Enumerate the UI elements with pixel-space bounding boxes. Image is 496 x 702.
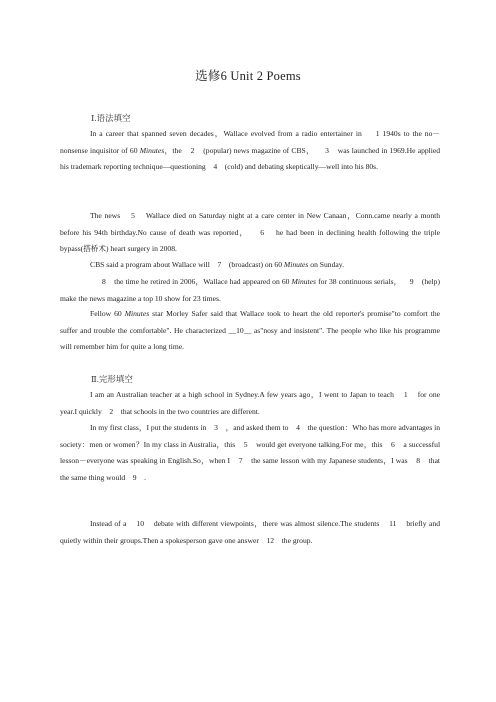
blank-number: 2 (109, 406, 114, 416)
paragraph-4: 8 the time he retired in 2006，Wallace had appeared on 60 Minutes for 38 continuous serials， 9 (help) make the news magazine a top 10 show for 23 times. (60, 277, 440, 303)
blank-number: 8 (416, 456, 421, 465)
blank-number: 5 (131, 211, 135, 220)
blank-number: 9 (132, 472, 137, 482)
page-title: 选修6 Unit 2 Poems (195, 69, 301, 83)
blank-number: 7 (238, 456, 243, 465)
blank-number: 9 (409, 277, 414, 286)
blank-number: 8 (102, 277, 106, 286)
blank-number: 10 (136, 519, 144, 528)
paragraph-1: In a career that spanned seven decades，Wallace evolved from a radio entertainer in 1 1940s to the no－nonsense inquisitor of 60 Minutes，the 2 (popular) news magazine of CBS， 3 was launched in 1969.He applied his trademark reporting technique—questioning 4 (cold) and debating skeptically—well into his 80s. (60, 129, 441, 171)
blank-number: 1 (403, 390, 408, 399)
blank-number: 3 (325, 145, 329, 155)
blank-number: 2 (190, 145, 195, 155)
blank-number: 4 (213, 162, 218, 171)
blank-number: 11 (389, 519, 397, 528)
paragraph-5: Fellow 60 Minutes star Morley Safer said that Wallace took to heart the old reporter's promise"to comfort the suffer and trouble the comfortable". He characterized __10__ as"nosy and insistent". The people who like his programme will remember him for quite a long time. (60, 309, 440, 351)
paragraph-3: CBS said a program about Wallace will 7 (broadcast) on 60 Minutes on Sunday. (90, 260, 344, 269)
paragraph-2: The news 5 Wallace died on Saturday night at a care center in New Canaan，Conn.came nearly a month before his 94th birthday.No cause of death was reported， 6 he had been in declining health following the triple bypass(搭桥术) heart surgery in 2008. (60, 211, 441, 253)
section-heading-cloze: Ⅱ.完形填空 (91, 374, 133, 384)
blank-number: 7 (217, 260, 222, 269)
blank-number: 5 (243, 439, 248, 449)
paragraph-6: I am an Australian teacher at a high school in Sydney.A few years ago，I went to Japan to teach 1 for one year.I quickly 2 that schools in the two countries are different. (60, 390, 441, 416)
blank-number: 4 (296, 423, 300, 432)
paragraph-7: In my first class，I put the students in 3 ，and asked them to 4 the question：Who has more advantages in society：men or women？In my class in Australia，this 5 would get everyone talking.For me，this 6 a successful lesson－everyone was speaking in English.So，when I 7 the same lesson with my Japanese students，I was 8 that the same thing would 9 . (60, 423, 441, 482)
blank-number: 6 (260, 227, 265, 237)
blank-number: 12 (266, 535, 275, 545)
blank-number: 1 (375, 129, 380, 138)
section-heading-grammar: Ⅰ.语法填空 (91, 113, 131, 123)
paragraph-8: Instead of a 10 debate with different viewpoints，there was almost silence.The students 11 briefly and quietly within their groups.Then a spokesperson gave one answer 12 the group. (60, 519, 440, 545)
blank-number: 6 (391, 439, 395, 449)
blank-number: 3 (214, 423, 218, 432)
